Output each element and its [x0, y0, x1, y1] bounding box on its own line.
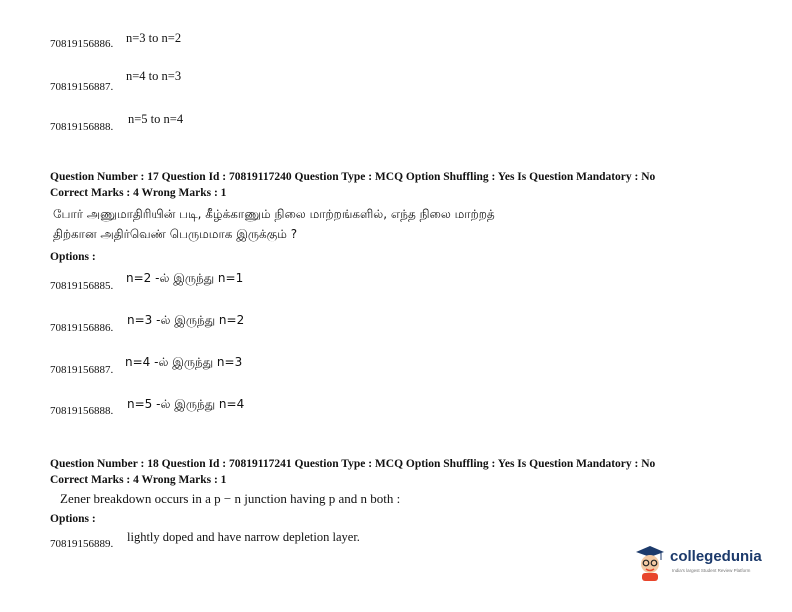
option-text: n=5 -ல் இருந்து n=4	[127, 397, 245, 411]
option-text: lightly doped and have narrow depletion layer.	[127, 530, 360, 544]
question-text-content: Zener breakdown occurs in a p − n junction having p and n both :	[60, 491, 401, 506]
option-id: 70819156888.	[50, 405, 114, 417]
option-id: 70819156886.	[50, 322, 114, 334]
question-header: Question Number : 17 Question Id : 70819117240 Question Type : MCQ Option Shuffling : Yes Is Question Mandatory : No	[50, 171, 656, 183]
logo-tagline: India's largest Student Review Platform	[672, 568, 751, 573]
option-id: 70819156888.	[50, 121, 114, 133]
option-id: 70819156887.	[50, 364, 114, 376]
option-id: 70819156889.	[50, 538, 114, 550]
question-text-line2: திற்கான அதிர்வெண் பெருமமாக இருக்கும் ?	[53, 227, 298, 241]
options-label: Options :	[50, 251, 96, 263]
collegedunia-logo	[632, 542, 772, 584]
option-text: n=5 to n=4	[128, 112, 184, 126]
question-header: Question Number : 18 Question Id : 70819117241 Question Type : MCQ Option Shuffling : Yes Is Question Mandatory : No	[50, 458, 656, 470]
option-text: n=4 -ல் இருந்து n=3	[125, 355, 243, 369]
question-text	[60, 491, 400, 507]
option-id: 70819156886.	[50, 38, 114, 50]
marks-header: Correct Marks : 4 Wrong Marks : 1	[50, 187, 227, 199]
option-id: 70819156885.	[50, 280, 114, 292]
question-text-line1: போர் அணுமாதிரியின் படி, கீழ்க்காணும் நிலை மாற்றங்களில், எந்த நிலை மாற்றத்	[53, 207, 495, 221]
option-text: n=3 to n=2	[126, 31, 182, 45]
options-label: Options :	[50, 513, 96, 525]
option-text: n=4 to n=3	[126, 69, 182, 83]
marks-header: Correct Marks : 4 Wrong Marks : 1	[50, 474, 227, 486]
logo-name: collegedunia	[670, 548, 762, 565]
option-text: n=3 -ல் இருந்து n=2	[127, 313, 245, 327]
option-text: n=2 -ல் இருந்து n=1	[126, 271, 244, 285]
option-id: 70819156887.	[50, 81, 114, 93]
student-mascot-icon	[632, 542, 668, 582]
